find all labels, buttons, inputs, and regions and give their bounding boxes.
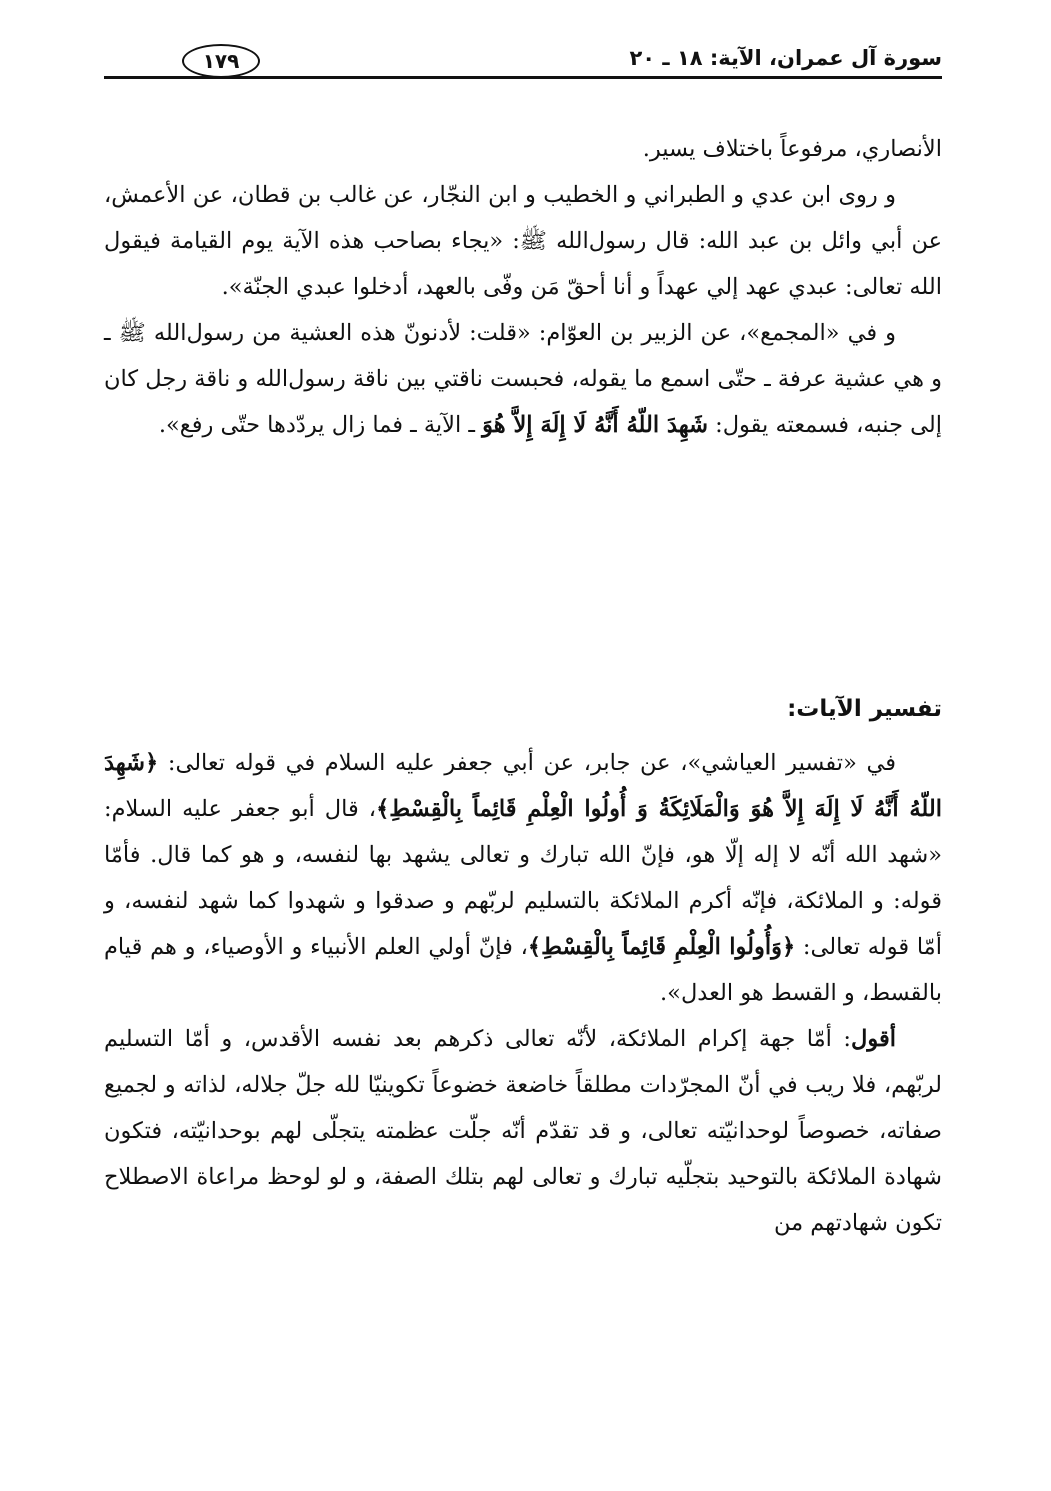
- paragraph-commentary: [104, 1016, 942, 1246]
- paragraph-ayyashi: [104, 740, 942, 1016]
- paragraph-continuation: الأنصاري، مرفوعاً باختلاف يسير.: [642, 136, 942, 162]
- quran-verse-inline: شَهِدَ اللّهُ أَنَّهُ لَا إِلَهَ إِلاَّ هُوَ: [482, 412, 708, 438]
- section-heading: تفسير الآيات:: [787, 696, 942, 722]
- paragraph-ibn-adi-narration: و روى ابن عدي و الطبراني و الخطيب و ابن النجّار، عن غالب بن قطان، عن الأعمش، عن أبي وائل بن عبد الله: قال رسول‌الله ﷺ: «يجاء بصاحب هذه الآية يوم القيامة فيقول الله تعالى: عبدي عهد إلي عهداً و أنا أحقّ مَن وفّى بالعهد، أدخلوا عبدي الجنّة».: [104, 182, 942, 300]
- ayyashi-text-start: في «تفسير العياشي»، عن جابر، عن أبي جعفر عليه السلام في قوله تعالى:: [158, 750, 896, 776]
- paragraph-majma-narration: [104, 310, 942, 448]
- running-title: سورة آل عمران، الآية: ١٨ ـ ٢٠: [629, 46, 942, 70]
- quran-verse-partial: ﴿وَأُولُوا الْعِلْمِ قَائِماً بِالْقِسْطِ﴾: [527, 934, 796, 960]
- commentary-text: : أمّا جهة إكرام الملائكة، لأنّه تعالى ذكرهم بعد نفسه الأقدس، و أمّا التسليم لربّهم، فلا ريب في أنّ المجرّدات مطلقاً خاضعة خضوعاً تكوينيّا لله جلّ جلاله، لذاته و لجميع صفاته، خصوصاً لوحدانيّته تعالى، و قد تقدّم أنّه جلّت عظمته يتجلّى لهم بوحدانيّته، فتكون شهادة الملائكة بالتوحيد بتجلّيه تبارك و تعالى لهم بتلك الصفة، و لو لوحظ مراعاة الاصطلاح تكون شهادتهم من: [104, 1026, 942, 1236]
- ayyashi-text-end: ، فإنّ أولي العلم الأنبياء و الأوصياء، و هم قيام بالقسط، و القسط هو العدل».: [104, 934, 942, 1006]
- majma-text-start: و في «المجمع»، عن الزبير بن العوّام: «قلت: لأدنونّ هذه العشية من رسول‌الله ﷺ ـ و هي عشية عرفة ـ حتّى اسمع ما يقوله، فحبست ناقتي بين ناقة رسول‌الله و ناقة رجل كان إلى جنبه، فسمعته يقول:: [104, 320, 942, 438]
- page-number: ١٧٩: [182, 44, 260, 78]
- tafsir-section: [104, 686, 942, 1246]
- commentary-lead-word: أقول: [851, 1026, 896, 1052]
- ayyashi-text-mid: ، قال أبو جعفر عليه السلام: «شهد الله أنّه لا إله إلّا هو، فإنّ الله تبارك و تعالى يشهد بها لنفسه، و هو كما قال. فأمّا قوله: و الملائكة، فإنّه أكرم الملائكة بالتسليم لربّهم و صدقوا و شهدوا كما شهد لنفسه، و أمّا قوله تعالى:: [104, 796, 942, 960]
- hadith-section: [104, 126, 942, 448]
- quran-verse-full: ﴿شَهِدَ اللّهُ أَنَّهُ لَا إِلَهَ إِلاَّ هُوَ وَالْمَلَائِكَةُ وَ أُولُوا الْعِلْمِ قَائِماً بِالْقِسْطِ﴾: [104, 750, 942, 822]
- page-header: [104, 40, 942, 82]
- majma-text-end: ـ الآية ـ فما زال يردّدها حتّى رفع».: [158, 412, 483, 438]
